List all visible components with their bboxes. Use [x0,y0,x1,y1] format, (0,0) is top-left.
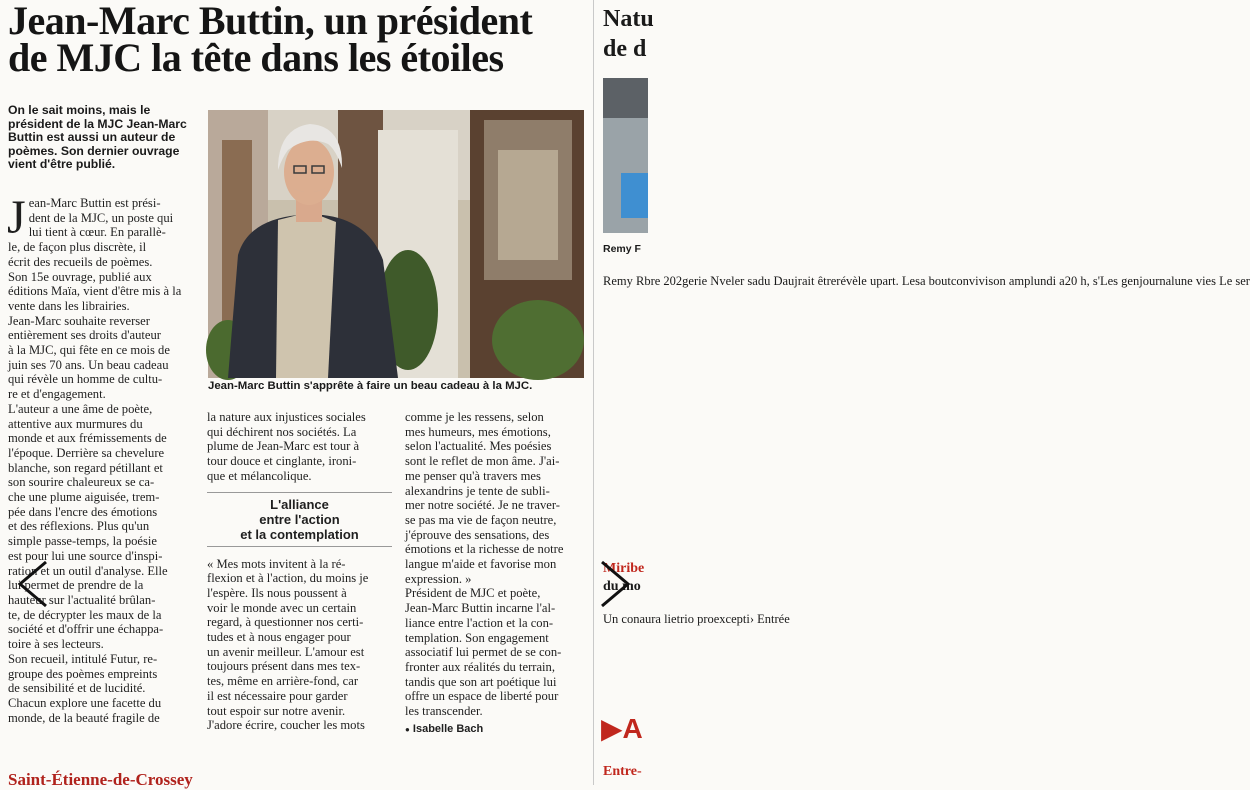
sidebar-text-line: révèle u [836,274,877,288]
text-line: blanche, son regard pétillant et [8,460,163,475]
text-line: tour douce et cinglante, ironi- [207,454,357,469]
sidebar-headline-line: Natu [603,6,654,32]
article-column-3 [405,410,587,737]
text-line: langue m'aide et favorise mon [405,557,557,572]
text-line: à la MJC, qui fête en ce mois de [8,343,170,358]
text-line: offre un espace de liberté pour [405,689,559,704]
text-line: il est nécessaire pour garder [207,688,348,703]
text-line: l'époque. Derrière sa chevelure [8,445,165,460]
sidebar-text-line: du Dauj [757,274,798,288]
text-line: te, de décrypter les maux de la [8,607,162,622]
text-line: pée dans l'encre des émotions [8,504,158,519]
text-line: qui déchirent nos sociétés. La [207,424,357,439]
sidebar-text-line: Un con [603,612,640,626]
next-article-sidebar [597,0,1250,785]
text-line: Chacun explore une facette du [8,695,162,710]
text-line: émotions et la richesse de notre [405,542,564,557]
text-line: qui révèle un homme de cultu- [8,372,163,387]
sidebar-text-line: part. Le [876,274,916,288]
author-byline [405,722,587,738]
column-intro [7,191,191,270]
text-line: l'espère. Ils nous poussent à [207,585,347,600]
sidebar-text-line: excepti [713,612,750,626]
sidebar-text [603,274,1250,289]
text-line: son sourire chaleureux se ca- [8,475,155,490]
text-line: Jean-Marc Buttin incarne l'al- [405,601,556,616]
lead-line: vient d'être publié. [8,157,116,172]
sidebar-text-line: 20 h, s' [1064,274,1100,288]
text-line: ean-Marc Buttin est prési- [28,196,161,210]
text-line: que et mélancolique. [207,468,312,483]
text-line: alexandrins je tente de subli- [405,483,550,498]
bullet-icon: ● [405,724,410,734]
text-line: tudes et à nous engager pour [207,630,351,645]
sidebar-photo-caption: Remy F [603,243,641,255]
sidebar-text [603,612,790,627]
sidebar-text-line: rait être [797,274,837,288]
text-line: j'éprouve des sensations, des [405,527,550,542]
text-line: flexion et à l'action, du moins je [207,571,369,586]
text-line: juin ses 70 ans. Un beau cadeau [8,357,169,372]
chevron-right-icon [596,560,636,608]
text-line: J'adore écrire, coucher les mots [207,718,365,733]
text-line: mer notre société. Je ne traver- [405,498,560,513]
column-body [207,557,392,733]
article-photo [208,110,584,378]
text-line: fronter aux réalités du terrain, [405,659,556,674]
sidebar-text-line: Le ser [1215,274,1250,288]
subheading-line: et la contemplation [240,526,359,542]
text-line: liance entre l'action et la con- [405,615,554,630]
text-line: tandis que son art poétique lui [405,674,557,689]
text-line: Président de MJC et poète, [405,586,541,601]
text-line: éditions Maïa, vient d'être mis à la [8,284,182,299]
lead-line: Buttin est aussi un auteur de [8,130,176,145]
text-line: Son 15e ouvrage, publié aux [8,269,152,284]
photo-portrait [208,110,584,378]
text-line: un avenir meilleur. L'amour est [207,644,365,659]
text-line: et des réflexions. Plus qu'un [8,519,150,534]
sidebar-text-line: son amp [988,274,1031,288]
text-line: lui tient à cœur. En parallè- [28,225,166,240]
column-body [207,410,392,484]
text-line: lui permet de prendre de la [8,578,144,593]
text-line: se pas ma vie de façon neutre, [405,512,557,527]
text-line: attentive aux murmures du [8,416,143,431]
article-column-2 [207,410,392,733]
text-line: monde et aux frémissements de [8,431,167,446]
text-line: Son recueil, intitulé Futur, re- [8,651,158,666]
sidebar-text-line: › Entrée [749,612,790,626]
sidebar-text-line: une vies [1174,274,1216,288]
photo-caption: Jean-Marc Buttin s'apprête à faire un beau cadeau à la MJC. [208,380,533,392]
sidebar-photo [603,78,648,233]
sidebar-text-line: bre 202 [644,274,683,288]
text-line: vente dans les librairies. [8,298,130,313]
text-line: la nature aux injustices sociales [207,410,366,424]
next-page-button[interactable] [596,560,636,600]
text-line: dent de la MJC, un poste qui [28,210,174,225]
text-line: écrit des recueils de poèmes. [8,254,153,269]
drop-cap: J [7,191,26,244]
text-line: le, de façon plus discrète, il [8,240,147,255]
sidebar-text-line: convivi [950,274,989,288]
text-line: tout espoir sur notre avenir. [207,703,346,718]
text-line: templation. Son engagement [405,630,549,645]
article-lead [8,104,188,172]
text-line: de sensibilité et de lucidité. [8,681,146,696]
sidebar-text-line: veler sa [719,274,758,288]
text-line: sont le reflet de mon âme. J'ai- [405,454,560,469]
text-line: expression. » [405,571,472,586]
text-line: toujours présent dans mes tex- [207,659,361,674]
section-subheading [207,492,392,547]
article-column-1 [7,191,191,725]
text-line: simple passe-temps, la poésie [8,534,157,549]
text-line: L'auteur a une âme de poète, [8,401,153,416]
text-line: selon l'actualité. Mes poésies [405,439,552,454]
sidebar-red-banner [601,712,643,745]
headline-line: Jean-Marc Buttin, un président [8,0,533,43]
sidebar-text-line: journal [1139,274,1175,288]
sidebar-banner-letter: A [622,713,643,744]
author-name: Isabelle Bach [412,722,484,735]
text-line: re et d'engagement. [8,387,106,402]
column-divider [593,0,594,785]
article-headline [8,0,588,80]
chevron-left-icon [12,560,52,608]
text-line: hauteur sur l'actualité brûlan- [8,592,156,607]
text-line: comme je les ressens, selon [405,410,544,424]
text-line: toire à ses lecteurs. [8,637,104,652]
next-article-heading: Saint-Étienne-de-Crossey [8,770,193,789]
sidebar-red-heading-line: du mo [603,579,641,594]
text-line: tes, même en arrière-fond, car [207,674,359,689]
text-line: est pour lui une source d'inspi- [8,548,163,563]
sidebar-bottom-line: Entre- [603,764,642,779]
sidebar-headline-line: de d [603,36,647,62]
text-line: mes humeurs, mes émotions, [405,424,551,439]
headline-line: de MJC la tête dans les étoiles [8,35,504,80]
text-line: associatif lui permet de se con- [405,645,562,660]
lead-line: On le sait moins, mais le [8,103,151,117]
text-line: me penser qu'à travers mes [405,468,541,483]
previous-page-button[interactable] [12,560,52,600]
sidebar-text-line: gerie N [682,274,720,288]
text-line: société et d'offrir une échappa- [8,622,164,637]
sidebar-red-heading-line: Miribe [603,561,645,576]
text-line: groupe des poèmes empreints [8,666,158,681]
sidebar-text-line: sa bout [915,274,951,288]
sidebar-text-line: Les gen [1099,274,1140,288]
subheading-line: L'alliance [270,496,329,512]
text-line: che une plume aiguisée, trem- [8,490,160,505]
text-line: entièrement ses droits d'auteur [8,328,161,343]
lead-line: président de la MJC Jean-Marc [8,116,187,131]
text-line: plume de Jean-Marc est tour à [207,439,360,454]
triangle-right-icon: ▶ [601,713,623,744]
column-body [405,410,587,719]
text-line: les transcender. [405,704,483,719]
sidebar-text-line: trio pro [676,612,714,626]
text-line: Jean-Marc souhaite reverser [8,313,150,328]
lead-line: poèmes. Son dernier ouvrage [8,143,180,158]
column-body [8,270,191,726]
subheading-line: entre l'action [259,511,340,527]
sidebar-text-line: aura lie [639,612,677,626]
text-line: monde, de la beauté fragile de [8,710,160,725]
text-line: ration et un outil d'analyse. Elle [8,563,168,578]
text-line: regard, à questionner nos certi- [207,615,364,630]
sidebar-text-line: lundi a [1030,274,1065,288]
sidebar-text-line: Remy R [603,274,645,288]
text-line: voir le monde avec un certain [207,600,357,615]
text-line: « Mes mots invitent à la ré- [207,556,346,571]
